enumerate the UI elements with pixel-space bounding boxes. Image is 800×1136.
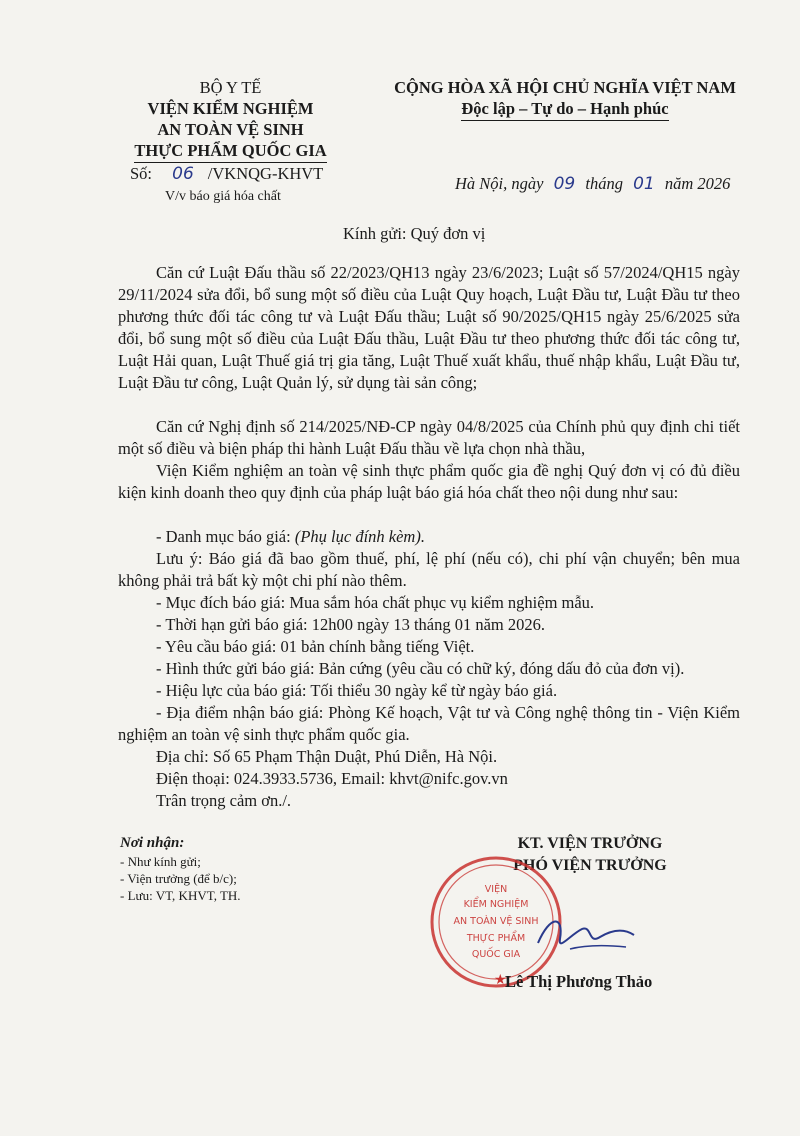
institute-line-2: AN TOÀN VỆ SINH — [157, 120, 304, 139]
recipient-item: - Lưu: VT, KHVT, TH. — [120, 888, 241, 903]
recipient-item: - Như kính gửi; — [120, 854, 201, 869]
document-number: Số: 06 /VKNQG-KHVT — [130, 164, 324, 184]
list-item-validity: - Hiệu lực của báo giá: Tối thiểu 30 ngày kể từ ngày báo giá. — [156, 681, 558, 700]
handwritten-day: 09 — [553, 174, 576, 194]
recipients-block — [120, 834, 241, 904]
recipients-title: Nơi nhận: — [120, 835, 185, 851]
stamp-text: KIỂM NGHIỆM — [463, 899, 529, 910]
motto: Độc lập – Tự do – Hạnh phúc — [355, 98, 775, 121]
paragraph-legal-basis-1: Căn cứ Luật Đấu thầu số 22/2023/QH13 ngày 23/6/2023; Luật số 57/2024/QH15 ngày 29/11/2024 sửa đổi, bổ sung một số điều của Luật Quy hoạch, Luật Đầu tư, Luật Đầu tư theo phương thức đối tác công tư và Luật Đấu thầu; Luật số 90/2025/QH15 ngày 25/6/2025 sửa đổi, bổ sung một số điều của Luật Đấu thầu, Luật Đầu tư theo phương thức đối tác công tư, Luật Hải quan, Luật Thuế giá trị gia tăng, Luật Thuế xuất khẩu, thuế nhập khẩu, Luật Đầu tư, Luật Đầu tư công, Luật Quản lý, sử dụng tài sản công; — [118, 263, 740, 392]
list-item-catalog: - Danh mục báo giá: (Phụ lục đính kèm). — [156, 527, 425, 546]
list-item-requirement: - Yêu cầu báo giá: 01 bản chính bằng tiếng Việt. — [156, 637, 475, 656]
signature-role-1: KT. VIỆN TRƯỞNG — [517, 835, 663, 852]
institute-line-1: VIỆN KIỂM NGHIỆM — [147, 99, 314, 118]
greeting: Kính gửi: Quý đơn vị — [343, 224, 486, 243]
date-line: Hà Nội, ngày 09 tháng 01 năm 2026 — [455, 174, 731, 194]
national-header — [355, 77, 775, 121]
contact-line: Điện thoại: 024.3933.5736, Email: khvt@nifc.gov.vn — [156, 769, 508, 788]
paragraph-request: Viện Kiểm nghiệm an toàn vệ sinh thực phẩm quốc gia đề nghị Quý đơn vị có đủ điều kiện kinh doanh theo quy định của pháp luật báo giá hóa chất theo nội dung như sau: — [118, 461, 740, 502]
list-item-purpose: - Mục đích báo giá: Mua sắm hóa chất phục vụ kiểm nghiệm mẫu. — [156, 593, 595, 612]
ministry-name: BỘ Y TẾ — [199, 78, 262, 97]
svg-text:★: ★ — [494, 973, 507, 988]
stamp-text: VIỆN — [484, 884, 508, 895]
stamp-text: THỰC PHẨM — [466, 933, 526, 944]
list-item-deadline: - Thời hạn gửi báo giá: 12h00 ngày 13 tháng 01 năm 2026. — [156, 615, 546, 634]
closing-line: Trân trọng cảm ơn./. — [156, 791, 292, 810]
list-item-location: - Địa điểm nhận báo giá: Phòng Kế hoạch, Vật tư và Công nghệ thông tin - Viện Kiểm nghiệm an toàn vệ sinh thực phẩm quốc gia. — [118, 703, 740, 744]
recipient-item: - Viện trưởng (để b/c); — [120, 871, 237, 886]
list-item-form: - Hình thức gửi báo giá: Bản cứng (yêu cầu có chữ ký, đóng dấu đỏ của đơn vị). — [156, 659, 685, 678]
paragraph-legal-basis-2: Căn cứ Nghị định số 214/2025/NĐ-CP ngày 04/8/2025 của Chính phủ quy định chi tiết một số điều và biện pháp thi hành Luật Đấu thầu về lựa chọn nhà thầu, — [118, 417, 740, 458]
handwritten-number: 06 — [172, 164, 194, 184]
issuer-block — [118, 77, 343, 163]
institute-line-3: THỰC PHẨM QUỐC GIA — [118, 140, 343, 163]
note-text: Lưu ý: Báo giá đã bao gồm thuế, phí, lệ phí (nếu có), chi phí vận chuyển; bên mua không phải trả bất kỳ một chi phí nào thêm. — [118, 549, 740, 590]
handwritten-signature — [530, 905, 650, 965]
signer-name: Lê Thị Phương Thảo — [505, 972, 653, 991]
nation-title: CỘNG HÒA XÃ HỘI CHỦ NGHĨA VIỆT NAM — [394, 78, 736, 97]
stamp-text: QUỐC GIA — [471, 949, 521, 960]
stamp-text: AN TOÀN VỆ SINH — [453, 916, 539, 927]
address-line: Địa chỉ: Số 65 Phạm Thận Duật, Phú Diễn, Hà Nội. — [156, 747, 498, 766]
signature-role-2: PHÓ VIỆN TRƯỞNG — [513, 857, 667, 874]
handwritten-month: 01 — [633, 174, 655, 194]
document-subject: V/v báo giá hóa chất — [165, 189, 281, 204]
